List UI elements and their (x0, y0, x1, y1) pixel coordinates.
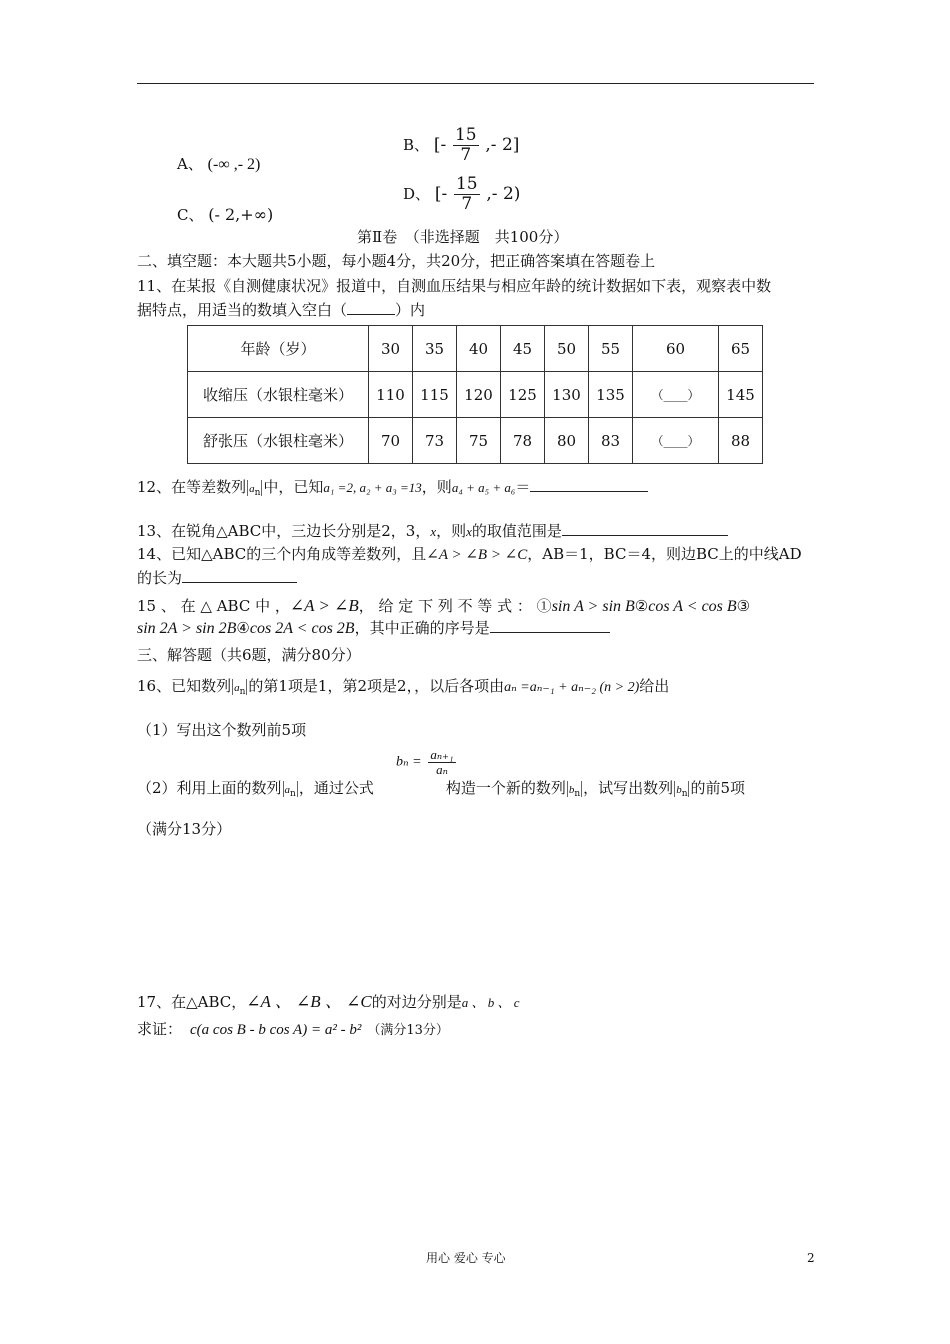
table-cell: 80 (545, 418, 589, 464)
table-cell: 舒张压（水银柱毫米） (188, 418, 369, 464)
table-row (188, 418, 763, 464)
option-c-label: C、 (177, 206, 204, 224)
q12-text-a: 12、在等差数列 (137, 478, 247, 496)
seq-bracket-left (567, 781, 568, 797)
option-a (177, 155, 260, 174)
q13-answer-blank (562, 535, 728, 536)
q16-formula-lhs: bₙ = (396, 754, 422, 770)
q15-line2 (137, 619, 610, 638)
solve-heading: 三、解答题（共6题，满分80分） (137, 646, 361, 664)
q15-num-4: ④ (236, 619, 250, 637)
option-b-denominator: 7 (460, 144, 472, 165)
q12-text-d: ＝ (515, 478, 531, 496)
q16-text-b: 的第1项是1，第2项是2，，以后各项由 (248, 677, 505, 695)
q16-formula-den: aₙ (436, 762, 448, 778)
option-d-label: D、 (403, 185, 431, 204)
q11-line2-a: 据特点，用适当的数填入空白（ (137, 301, 348, 319)
q16-seq-sub: n (239, 687, 246, 697)
q15-text-a: 15 、 在 △ ABC 中 ， (137, 597, 290, 615)
q16-part2-b: ，通过公式 (298, 779, 374, 797)
table-cell: 75 (457, 418, 501, 464)
table-cell: 收缩压（水银柱毫米） (188, 372, 369, 418)
seq-bracket-left (232, 679, 233, 695)
q15-condition: ∠A > ∠B (289, 596, 359, 615)
q17-line1 (137, 992, 520, 1012)
q13-text-b: ，则 (436, 522, 467, 540)
seq-bracket-left (247, 480, 248, 496)
q17-expression: c(a cos B - b cos A) = a² - b² (190, 1022, 362, 1038)
table-cell: 60 (633, 326, 719, 372)
q12-target: a₄ + a₅ + a₆ (451, 480, 516, 495)
q16-part2-a: （2）利用上面的数列 (137, 779, 282, 797)
table-cell: 55 (589, 326, 633, 372)
q16-score: （满分13分） (137, 820, 232, 838)
q17-score: （满分13分） (367, 1023, 449, 1038)
table-cell: 120 (457, 372, 501, 418)
q16-seq-ref-sub: n (290, 789, 296, 799)
q12-seq-sub: n (254, 488, 261, 498)
q16-part2-e: 的前5项 (690, 779, 746, 797)
table-cell: 110 (369, 372, 413, 418)
q16-seq-b-sub: n (574, 789, 581, 799)
table-cell: 88 (719, 418, 763, 464)
q14-text-c: 的长为 (137, 569, 183, 587)
q16-part2-c: 构造一个新的数列 (445, 779, 566, 797)
option-d-post: ,- 2) (486, 183, 521, 204)
footer-slogan: 用心 爱心 专心 (426, 1251, 506, 1265)
q16-part2 (137, 779, 745, 800)
seq-bracket-right (297, 781, 298, 797)
seq-bracket-left (283, 781, 284, 797)
option-b-numerator: 15 (454, 125, 477, 145)
option-c (177, 205, 273, 224)
table-cell: 40 (457, 326, 501, 372)
table-cell: 130 (545, 372, 589, 418)
q17-text-b: 的对边分别是 (371, 993, 462, 1011)
q16-line1 (137, 677, 669, 698)
table-cell: 145 (719, 372, 763, 418)
q15-ineq-1: sin A > sin B (551, 598, 635, 615)
option-d-fraction (454, 175, 480, 213)
table-cell: 70 (369, 418, 413, 464)
q11-blank (347, 314, 395, 315)
q16-seq-b2-sub: n (681, 789, 688, 799)
q11-line2-b: ）内 (395, 301, 426, 319)
q16-seq-b: b (568, 784, 575, 796)
option-b (403, 126, 519, 164)
q14-line2 (137, 569, 297, 587)
q14-condition: ∠A > ∠B > ∠C (426, 547, 528, 563)
q17-sides: a 、 b 、 c (461, 995, 520, 1010)
q12-text-b: 中，已知 (263, 478, 324, 496)
header-rule (137, 83, 814, 84)
q16-recurrence: aₙ =aₙ₋₁ + aₙ₋₂ (n > 2) (504, 680, 640, 695)
option-b-label: B、 (403, 136, 430, 155)
table-cell: 125 (501, 372, 545, 418)
q15-ineq-3: sin 2A > sin 2B (137, 620, 237, 637)
option-d-numerator: 15 (455, 174, 478, 194)
table-cell: 135 (589, 372, 633, 418)
q13 (137, 522, 728, 540)
q16-formula-num: aₙ₊₁ (430, 747, 454, 762)
q12-text-c: ，则 (421, 478, 452, 496)
table-cell: （____） (633, 418, 719, 464)
q17-angles: ∠A 、 ∠B 、 ∠C (246, 992, 372, 1011)
q15-num-3: ③ (736, 597, 751, 615)
q13-var: x (430, 524, 437, 539)
table-row (188, 326, 763, 372)
table-cell: 30 (369, 326, 413, 372)
table-cell: 115 (413, 372, 457, 418)
option-d-denominator: 7 (461, 193, 473, 214)
q16-seq-ref: a (284, 784, 291, 796)
option-a-label: A、 (177, 155, 203, 173)
q16-text-a: 16、已知数列 (137, 677, 232, 695)
table-cell: 45 (501, 326, 545, 372)
q13-text-c: 的取值范围是 (471, 522, 562, 540)
table-cell: （____） (633, 372, 719, 418)
q16-text-c: 给出 (639, 677, 670, 695)
q16-formula-fraction (428, 748, 455, 778)
q17-text-a: 17、在△ABC， (137, 993, 247, 1011)
q16-formula (396, 748, 458, 778)
table-cell: 83 (589, 418, 633, 464)
q15-line1 (137, 596, 750, 616)
option-d-pre: [- (434, 183, 448, 204)
q14-line1 (137, 545, 802, 564)
q15-ineq-2: cos A < cos B (648, 598, 737, 615)
q11-line1: 11、在某报《自测健康状况》报道中，自测血压结果与相应年龄的统计数据如下表，观察表中数 (137, 277, 772, 295)
table-cell: 65 (719, 326, 763, 372)
q17-prove-label: 求证： (137, 1020, 183, 1038)
q12-answer-blank (530, 491, 648, 492)
option-c-expr: (- 2,+∞) (208, 205, 274, 224)
table-cell: 35 (413, 326, 457, 372)
table-row (188, 372, 763, 418)
q12-condition: a₁ =2, a₂ + a₃ =13 (323, 480, 422, 495)
q14-answer-blank (182, 582, 297, 583)
table-cell: 年龄（岁） (188, 326, 369, 372)
q16-part2-d: ，试写出数列 (583, 779, 674, 797)
blood-pressure-table (187, 325, 763, 464)
q16-part1: （1）写出这个数列前5项 (137, 721, 307, 739)
q12 (137, 478, 648, 499)
q15-answer-blank (490, 632, 610, 633)
table-cell: 73 (413, 418, 457, 464)
q14-text-b: ，AB＝1，BC＝4，则边BC上的中线AD (527, 545, 802, 563)
q15-text-c: ，其中正确的序号是 (354, 619, 490, 637)
option-b-post: ,- 2] (485, 134, 520, 155)
q14-text-a: 14、已知△ABC的三个内角成等差数列，且 (137, 545, 427, 563)
q16-seq-b2: b (676, 784, 682, 796)
q11-line2 (137, 301, 425, 319)
q12-seq: a (249, 483, 255, 495)
q13-text-a: 13、在锐角△ABC中，三边长分别是2，3， (137, 522, 431, 540)
option-b-pre: [- (433, 134, 447, 155)
table-cell: 78 (501, 418, 545, 464)
option-d (403, 175, 520, 213)
q17-line2 (137, 1020, 449, 1039)
page-number: 2 (807, 1251, 815, 1265)
q15-text-b: ， 给 定 下 列 不 等 式 ： ① (358, 597, 552, 615)
q13-var2: x (466, 524, 472, 539)
q16-seq: a (234, 682, 240, 694)
q15-ineq-4: cos 2A < cos 2B (249, 620, 355, 637)
option-a-expr: (-∞ ,- 2) (207, 156, 261, 173)
table-cell: 50 (545, 326, 589, 372)
q15-num-2: ② (634, 597, 649, 615)
option-b-fraction (453, 126, 479, 164)
section2-title: 第Ⅱ卷 （非选择题 共100分） (357, 228, 569, 246)
fill-heading: 二、填空题：本大题共5小题，每小题4分，共20分，把正确答案填在答题卷上 (137, 252, 656, 270)
